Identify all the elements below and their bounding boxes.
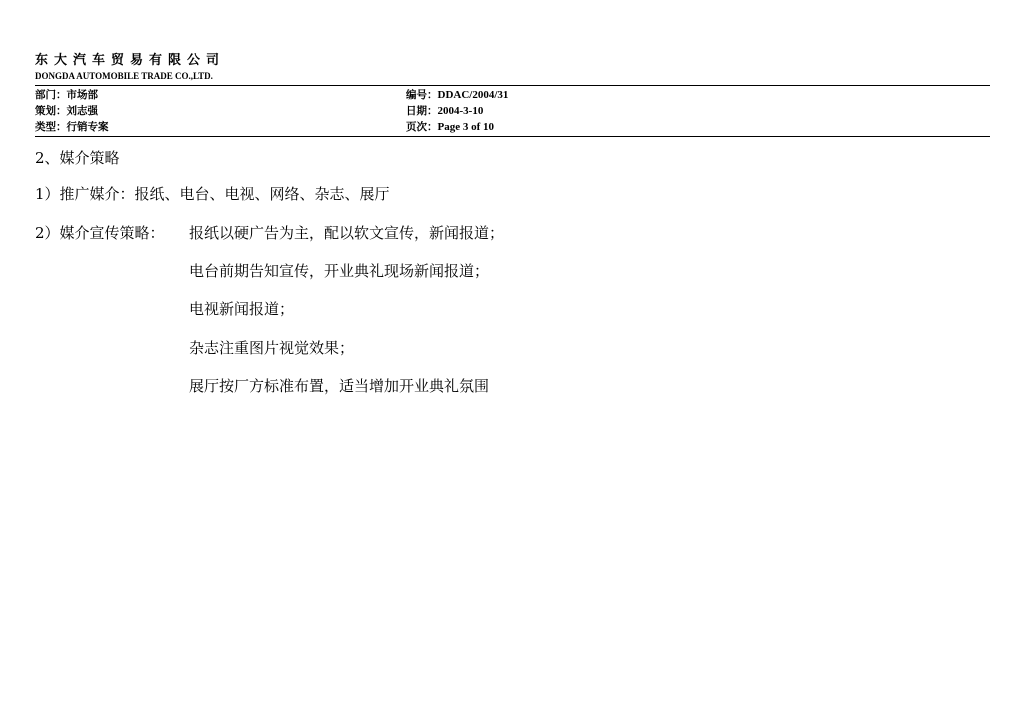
header-top-rule — [35, 85, 990, 86]
department-value: 市场部 — [66, 89, 98, 101]
date-value: 2004-3-10 — [437, 105, 484, 117]
company-name-cn: 东大汽车贸易有限公司 — [35, 53, 226, 68]
type-field — [35, 119, 109, 135]
page-label: 页次： — [406, 121, 438, 133]
strategy-label: 2）媒介宣传策略： — [35, 224, 165, 242]
strategy-item: 电台前期告知宣传，开业典礼现场新闻报道； — [189, 262, 490, 280]
planner-label: 策划： — [35, 105, 67, 117]
department-field — [35, 87, 98, 103]
type-label: 类型： — [35, 121, 67, 133]
company-name-en: DONGDA AUTOMOBILE TRADE CO.,LTD. — [35, 71, 213, 81]
date-label: 日期： — [406, 105, 438, 117]
page-field — [406, 119, 494, 135]
date-field — [406, 103, 483, 119]
number-value: DDAC/2004/31 — [437, 89, 509, 101]
strategy-item: 展厅按厂方标准布置，适当增加开业典礼氛围 — [189, 377, 490, 395]
planner-value: 刘志强 — [66, 105, 98, 117]
department-label: 部门： — [35, 89, 67, 101]
header-bottom-rule — [35, 136, 990, 137]
media-channels-line: 1）推广媒介：报纸、电台、电视、网络、杂志、展厅 — [35, 185, 390, 203]
strategy-item: 电视新闻报道； — [189, 300, 295, 318]
page-value: Page 3 of 10 — [437, 121, 495, 133]
type-value: 行销专案 — [66, 121, 109, 133]
number-label: 编号： — [406, 89, 438, 101]
strategy-item: 报纸以硬广告为主，配以软文宣传，新闻报道； — [189, 224, 505, 242]
planner-field — [35, 103, 98, 119]
section-title: 2、媒介策略 — [35, 149, 120, 167]
strategy-item: 杂志注重图片视觉效果； — [189, 339, 355, 357]
number-field — [406, 87, 508, 103]
